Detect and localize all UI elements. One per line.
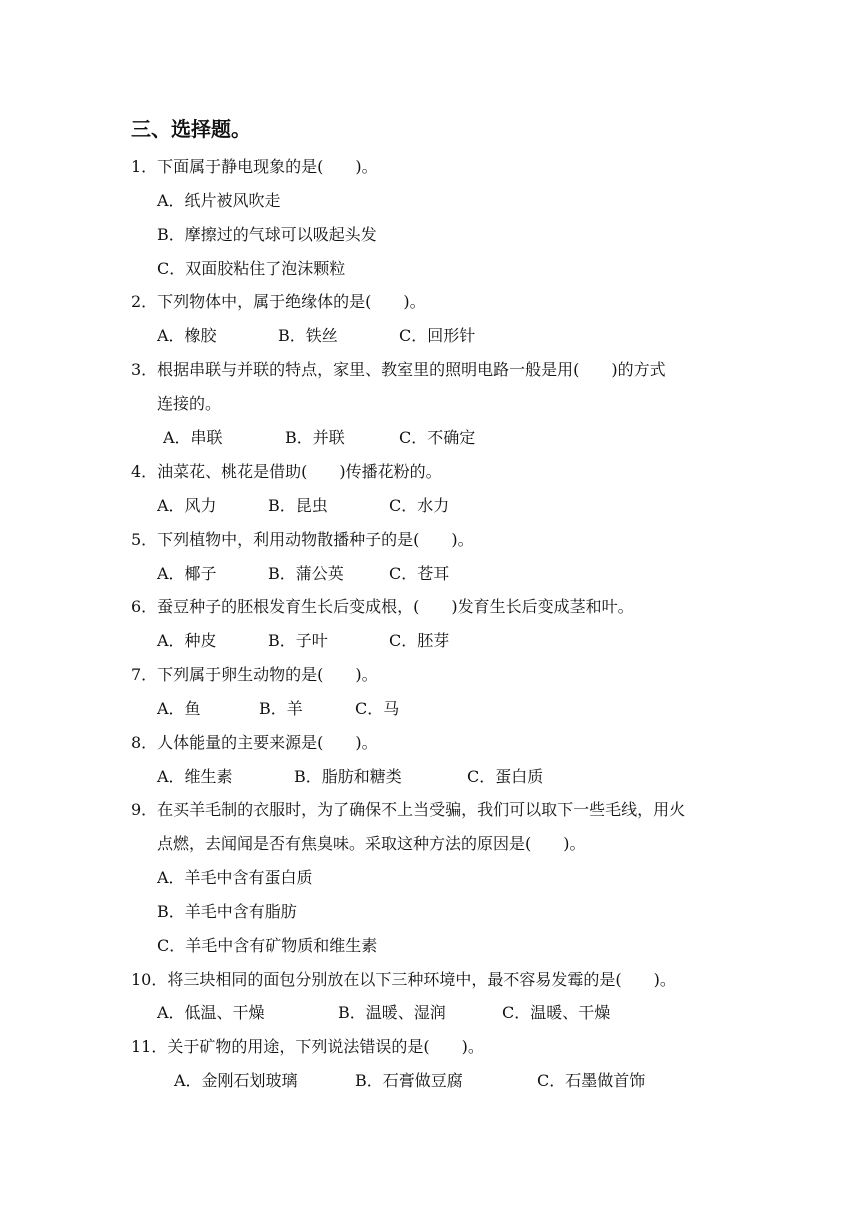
question-8-stem: 8．人体能量的主要来源是( )。 [131, 733, 378, 752]
question-5-option-a: A．椰子 [157, 564, 217, 583]
question-6-stem: 6．蚕豆种子的胚根发育生长后变成根，( )发育生长后变成茎和叶。 [131, 597, 634, 616]
question-11-option-a: A．金刚石划玻璃 [174, 1071, 298, 1090]
question-7-option-c: C．马 [355, 699, 400, 718]
question-10-option-a: A．低温、干燥 [157, 1003, 265, 1022]
question-11-option-b: B．石膏做豆腐 [355, 1071, 463, 1090]
question-9-option-a: A．羊毛中含有蛋白质 [157, 868, 313, 887]
question-2-option-c: C．回形针 [399, 326, 476, 345]
question-6-option-b: B．子叶 [268, 631, 328, 650]
question-2-option-b: B．铁丝 [278, 326, 338, 345]
question-3-stem-line-1: 3．根据串联与并联的特点，家里、教室里的照明电路一般是用( )的方式 [131, 360, 666, 379]
question-8-option-a: A．维生素 [157, 767, 233, 786]
question-9-stem-line-2: 点燃，去闻闻是否有焦臭味。采取这种方法的原因是( )。 [157, 834, 586, 853]
question-3-option-b: B．并联 [285, 428, 345, 447]
question-10-option-b: B．温暖、湿润 [338, 1003, 446, 1022]
question-1-option-b: B．摩擦过的气球可以吸起头发 [157, 225, 377, 244]
question-1-option-a: A．纸片被风吹走 [157, 191, 281, 210]
question-4-stem: 4．油菜花、桃花是借助( )传播花粉的。 [131, 462, 442, 481]
question-7-option-b: B．羊 [259, 699, 303, 718]
question-8-option-b: B．脂肪和糖类 [294, 767, 402, 786]
question-4-option-c: C．水力 [389, 496, 450, 515]
question-10-stem: 10．将三块相同的面包分别放在以下三种环境中，最不容易发霉的是( )。 [131, 970, 676, 989]
question-9-option-b: B．羊毛中含有脂肪 [157, 902, 297, 921]
question-9-option-c: C．羊毛中含有矿物质和维生素 [157, 936, 378, 955]
question-3-stem-line-2: 连接的。 [157, 394, 222, 413]
question-7-stem: 7．下列属于卵生动物的是( )。 [131, 665, 378, 684]
question-4-option-a: A．风力 [157, 496, 217, 515]
question-5-stem: 5．下列植物中，利用动物散播种子的是( )。 [131, 530, 474, 549]
question-11-stem: 11．关于矿物的用途，下列说法错误的是( )。 [131, 1037, 484, 1056]
question-4-option-b: B．昆虫 [268, 496, 328, 515]
question-5-option-b: B．蒲公英 [268, 564, 344, 583]
question-10-option-c: C．温暖、干燥 [502, 1003, 611, 1022]
question-11-option-c: C．石墨做首饰 [537, 1071, 646, 1090]
question-7-option-a: A．鱼 [157, 699, 201, 718]
question-1-option-c: C．双面胶粘住了泡沫颗粒 [157, 259, 346, 278]
question-6-option-c: C．胚芽 [389, 631, 450, 650]
section-title: 三、选择题。 [131, 117, 251, 141]
question-9-stem-line-1: 9．在买羊毛制的衣服时，为了确保不上当受骗，我们可以取下一些毛线，用火 [131, 800, 686, 819]
question-5-option-c: C．苍耳 [389, 564, 450, 583]
question-3-option-c: C．不确定 [399, 428, 476, 447]
question-6-option-a: A．种皮 [157, 631, 217, 650]
question-8-option-c: C．蛋白质 [467, 767, 544, 786]
question-2-option-a: A．橡胶 [157, 326, 217, 345]
question-1-stem: 1．下面属于静电现象的是( )。 [131, 157, 378, 176]
question-2-stem: 2．下列物体中，属于绝缘体的是( )。 [131, 292, 426, 311]
question-3-option-a: A．串联 [163, 428, 223, 447]
